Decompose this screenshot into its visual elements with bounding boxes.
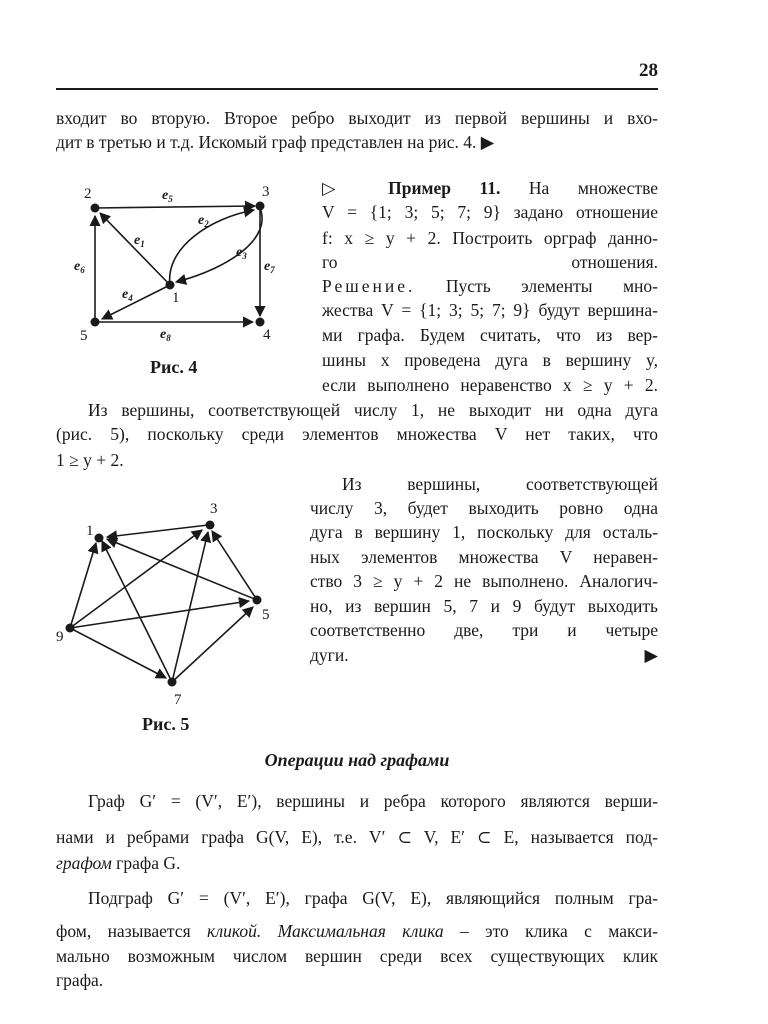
- example-line-6: жества V = {1; 3; 5; 7; 9} будут вершина-: [322, 300, 658, 320]
- edge-e1: [100, 213, 170, 285]
- para3-line-6: но, из вершин 5, 7 и 9 будут выходить: [310, 596, 658, 616]
- para5-line-4: графа.: [56, 970, 104, 990]
- para4-line-1: Граф G′ = (V′, E′), вершины и ребра которого являются верши-: [88, 791, 658, 811]
- example-line-9: если выполнено неравенство x ≥ y + 2.: [322, 375, 658, 395]
- fig5-vertex-label-7: 7: [174, 692, 182, 708]
- fig5-vertex-5: [253, 596, 262, 605]
- clique-term: кликой. Максимальная клика: [206, 921, 444, 941]
- figure-4-graph: [60, 178, 290, 348]
- example-line-2: V = {1; 3; 5; 7; 9} задано отношение: [322, 202, 658, 222]
- arc-7-3: [172, 532, 208, 682]
- intro-line-1: входит во вторую. Второе ребро выходит из первой вершины и вхо-: [56, 108, 658, 128]
- edge-label-e5: $e_5$: [162, 188, 173, 204]
- fig5-vertex-7: [168, 678, 177, 687]
- para2-line-3: 1 ≥ y + 2.: [56, 450, 124, 470]
- para2-line-2: (рис. 5), поскольку среди элементов множества V нет таких, что: [56, 424, 658, 444]
- vertex-label-3: 3: [262, 184, 270, 200]
- para3-line-4: ных элементов множества V неравен-: [310, 547, 658, 567]
- vertex-label-1: 1: [172, 290, 180, 306]
- fig5-vertex-label-1: 1: [86, 523, 94, 539]
- example-line-1-rest: На множестве: [528, 178, 658, 198]
- para3-line-7: соответственно две, три и четыре: [310, 620, 658, 640]
- example-line-8: шины x проведена дуга в вершину y,: [322, 350, 658, 370]
- vertex-label-4: 4: [263, 327, 271, 343]
- fig5-vertex-label-9: 9: [56, 629, 64, 645]
- fig5-vertex-1: [95, 534, 104, 543]
- example-line-3: f: x ≥ y + 2. Построить орграф данно-: [322, 228, 658, 248]
- vertex-1: [166, 281, 175, 290]
- para3-line-3: дуга в вершину 1, поскольку для осталь-: [310, 522, 658, 542]
- edge-e4: [102, 285, 170, 319]
- arc-7-5: [172, 607, 253, 682]
- arc-5-1: [107, 539, 257, 600]
- page-number: 28: [639, 60, 658, 81]
- para4-line-3: [56, 851, 658, 875]
- edge-label-e7: $e_7$: [264, 259, 275, 275]
- arc-9-3: [70, 530, 202, 628]
- example-line-5-rest: Пусть элементы мно-: [445, 276, 658, 296]
- fig5-vertex-9: [66, 624, 75, 633]
- para4-line-2: нами и ребрами графа G(V, E), т.е. V′ ⊂ V, E′ ⊂ E, называется под-: [56, 827, 658, 847]
- example-title: Пример 11.: [388, 178, 501, 198]
- fig5-vertex-label-5: 5: [262, 607, 270, 623]
- figure-5-graph: [50, 495, 290, 715]
- vertex-5: [91, 318, 100, 327]
- vertex-2: [91, 204, 100, 213]
- edge-e3: [176, 208, 262, 282]
- para3-line-5: ство 3 ≥ y + 2 не выполнено. Аналогич-: [310, 571, 658, 591]
- header-rule: [56, 88, 658, 90]
- example-marker: ▷: [322, 178, 360, 198]
- edge-label-e2: $e_2$: [198, 213, 209, 229]
- vertex-4: [256, 318, 265, 327]
- arc-9-1: [70, 543, 96, 628]
- arc-7-1: [102, 541, 172, 682]
- edge-label-e6: $e_6$: [74, 259, 85, 275]
- figure-4-caption: Рис. 4: [150, 357, 198, 377]
- para4-line-3-rest: графа G.: [111, 853, 181, 873]
- arc-5-3: [212, 531, 257, 600]
- para3-line-1: Из вершины, соответствующей: [342, 474, 658, 494]
- edge-label-e1: $e_1$: [134, 233, 145, 249]
- edge-label-e3: $e_3$: [236, 245, 247, 261]
- para2-line-1: Из вершины, соответствующей числу 1, не выходит ни одна дуга: [88, 400, 658, 420]
- subgraph-term: графом: [56, 853, 112, 873]
- arc-9-7: [70, 628, 166, 678]
- fig5-vertex-3: [206, 521, 215, 530]
- vertex-label-2: 2: [84, 186, 92, 202]
- solution-word: Решение.: [322, 276, 416, 296]
- para5-line-1: Подграф G′ = (V′, E′), графа G(V, E), являющийся полным гра-: [88, 888, 658, 908]
- para3-line-2: числу 3, будет выходить ровно одна: [310, 498, 658, 518]
- example-line-5: [322, 274, 658, 298]
- fig5-vertex-label-3: 3: [210, 501, 218, 517]
- para5-line-2-c: – это клика с макси-: [443, 921, 658, 941]
- section-heading: Операции над графами: [264, 750, 450, 770]
- figure-5-caption: Рис. 5: [142, 714, 190, 734]
- edge-label-e4: $e_4$: [122, 287, 133, 303]
- vertex-label-5: 5: [80, 328, 88, 344]
- example-line-7: ми графа. Будем считать, что из вер-: [322, 325, 658, 345]
- para5-line-2-a: фом, называется: [56, 921, 207, 941]
- vertex-3: [256, 202, 265, 211]
- intro-line-2: дит в третью и т.д. Искомый граф представлен на рис. 4. ▶: [56, 132, 495, 152]
- edge-e5: [95, 206, 255, 208]
- example-line-1: [322, 176, 658, 200]
- edge-label-e8: $e_8$: [160, 327, 171, 343]
- para5-line-2: [56, 919, 658, 943]
- example-line-4: го отношения.: [322, 252, 658, 272]
- para3-line-8: дуги. ▶: [310, 645, 658, 665]
- arc-9-5: [70, 601, 249, 628]
- para5-line-3: мально возможным числом вершин среди всех существующих клик: [56, 946, 658, 966]
- arc-3-1: [107, 525, 208, 537]
